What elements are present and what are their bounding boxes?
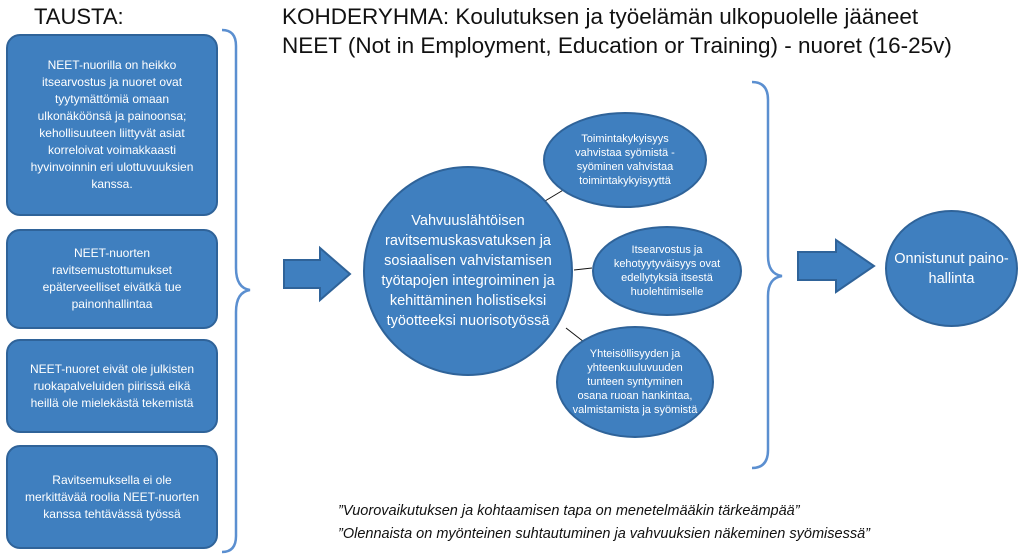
background-heading: TAUSTA: [34, 4, 124, 29]
right-brace [752, 82, 782, 468]
quote-1: ”Vuorovaikutuksen ja kohtaamisen tapa on menetelmääkin tärkeämpää” [338, 503, 800, 519]
background-box-2: NEET-nuorten ravitsemustottumukset epäterveelliset eivätkä tue painonhallintaa [6, 229, 218, 329]
outcome-ellipse: Onnistunut paino-hallinta [885, 210, 1018, 327]
background-box-1: NEET-nuorilla on heikko itsearvostus ja nuoret ovat tyytymättömiä omaan ulkonäköönsä ja painoonsa; kehollisuuteen liittyvät asiat korreloivat voimakkaasti hyvinvoinnin eri ulottuvuuksien kanssa. [6, 34, 218, 216]
left-brace [222, 30, 250, 552]
background-box-4: Ravitsemuksella ei ole merkittävää roolia NEET-nuorten kanssa tehtävässä työssä [6, 445, 218, 549]
satellite-ellipse-3: Yhteisöllisyyden ja yhteenkuuluvuuden tunteen syntyminen osana ruoan hankintaa, valmistamista ja syömistä [556, 326, 714, 438]
arrow-right-1 [284, 248, 350, 300]
center-approach-circle: Vahvuuslähtöisen ravitsemuskasvatuksen ja sosiaalisen vahvistamisen työtapojen integroiminen ja kehittäminen holistiseksi työotteeksi nuorisotyössä [363, 166, 573, 376]
title-line-2: NEET (Not in Employment, Education or Training) - nuoret (16-25v) [282, 33, 952, 58]
background-box-3: NEET-nuoret eivät ole julkisten ruokapalveluiden piirissä eikä heillä ole mielekästä tekemistä [6, 339, 218, 433]
quote-2: ”Olennaista on myönteinen suhtautuminen ja vahvuuksien näkeminen syömisessä” [338, 526, 870, 542]
satellite-ellipse-2: Itsearvostus ja kehotyytyväisyys ovat edellytyksiä itsestä huolehtimiselle [592, 226, 742, 316]
arrow-right-2 [798, 240, 874, 292]
title-line-1: KOHDERYHMA: Koulutuksen ja työelämän ulkopuolelle jääneet [282, 4, 919, 29]
connector-line-2 [574, 268, 592, 270]
satellite-ellipse-1: Toimintakykyisyys vahvistaa syömistä - syöminen vahvistaa toimintakykyisyyttä [543, 112, 707, 208]
